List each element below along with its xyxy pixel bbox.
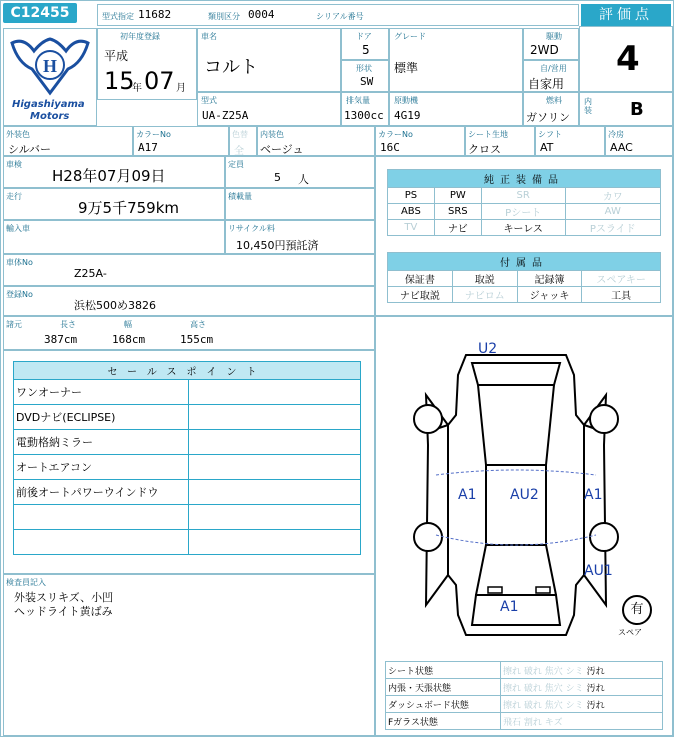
accessory-item: 保証書 (388, 271, 453, 287)
mileage-box (3, 188, 225, 220)
exterior-color-label: 外装色 (6, 130, 30, 139)
damage-left-label: A1 (458, 487, 477, 503)
condition-option: 擦れ (503, 683, 522, 694)
serial-label: シリアル番号 (316, 12, 364, 21)
shift-box (535, 126, 605, 156)
condition-option: 焦穴 (544, 666, 563, 677)
interior-color-box (257, 126, 375, 156)
engine-value: 4G19 (394, 109, 421, 122)
registration-value: 浜松500め3826 (74, 299, 156, 312)
ac-box (605, 126, 673, 156)
model-label: 型式 (201, 96, 217, 105)
grade-value: 標準 (394, 61, 419, 75)
logo-line2: Motors (30, 111, 70, 122)
equip-item: ナビ (434, 220, 481, 236)
ac-value: AAC (610, 141, 633, 154)
color-no-value: A17 (138, 141, 158, 154)
interior-color-label: 内装色 (260, 130, 284, 139)
accessory-item: 記録簿 (517, 271, 582, 287)
accessory-item: ナビ取説 (388, 287, 453, 303)
condition-label: シート状態 (386, 662, 501, 679)
condition-option: キズ (544, 717, 563, 728)
sales-point-blank (189, 380, 361, 405)
inspection-label: 車検 (6, 160, 22, 169)
ac-label: 冷房 (608, 130, 624, 139)
inspection-value: H28年07月09日 (52, 167, 166, 185)
load-box (225, 188, 375, 220)
seat-material-value: クロス (468, 143, 501, 156)
first-reg-year: 15 (104, 67, 135, 95)
standard-equipment-table (387, 169, 661, 236)
grade-box (389, 28, 523, 92)
inspector-notes-line2: ヘッドライト黄ばみ (14, 605, 113, 618)
sales-point-item: 電動格納ミラー (14, 430, 189, 455)
equip-item: AW (565, 204, 660, 220)
damage-rear-label: A1 (500, 599, 519, 615)
sales-point-blank (189, 480, 361, 505)
chassis-label: 車体No (6, 258, 33, 267)
accessory-item: 工具 (582, 287, 661, 303)
import-label: 輸入車 (6, 224, 30, 233)
category-label: 類別区分 (208, 12, 240, 21)
interior-color-no-value: 16C (380, 141, 400, 154)
color-change-box (229, 126, 257, 156)
inspection-box (3, 156, 225, 188)
color-change-value: 全 (234, 146, 244, 157)
condition-option: 割れ (523, 717, 542, 728)
damage-front-label: U2 (478, 341, 498, 357)
type-designation-label: 型式指定 (102, 12, 134, 21)
first-reg-era: 平成 (104, 49, 129, 63)
doors-label: ドア (356, 32, 372, 41)
engine-label: 原動機 (394, 96, 418, 105)
header-row (97, 4, 579, 26)
sales-point-item (14, 505, 189, 530)
equip-item: SR (481, 188, 565, 204)
equip-item: キーレス (481, 220, 565, 236)
recycle-value: 10,450円預託済 (236, 239, 319, 252)
exterior-color-box (3, 126, 133, 156)
equip-item: ABS (388, 204, 435, 220)
condition-option: 汚れ (586, 683, 605, 694)
height-label: 高さ (190, 320, 206, 329)
equip-item: カワ (565, 188, 660, 204)
shape-label: 形状 (356, 64, 372, 73)
interior-grade-label: 内装 (584, 97, 592, 115)
equip-item: Pシート (481, 204, 565, 220)
inspector-notes-line1: 外装スリキズ、小凹 (14, 591, 114, 604)
recycle-label: リサイクル料 (228, 224, 275, 233)
import-box (3, 220, 225, 254)
displacement-value: 1300cc (344, 109, 384, 122)
equip-item: Pスライド (565, 220, 660, 236)
recycle-box (225, 220, 375, 254)
accessory-item: スペアキー (582, 271, 661, 287)
interior-color-value: ベージュ (260, 143, 304, 156)
doors-box (341, 28, 389, 60)
interior-grade-box (579, 92, 673, 126)
accessory-item: ナビロム (452, 287, 517, 303)
condition-option: 破れ (523, 700, 542, 711)
fuel-box (523, 92, 579, 126)
condition-label: 内張・天張状態 (386, 679, 501, 696)
condition-label: Fガラス状態 (386, 713, 501, 730)
grade-label: グレード (394, 32, 426, 41)
damage-center-label: AU2 (510, 487, 539, 503)
registration-box (3, 286, 375, 316)
fuel-value: ガソリン (526, 111, 570, 124)
accessories-title: 付属品 (388, 253, 661, 271)
exterior-color-value: シルバー (8, 143, 51, 156)
use-label: 自/営用 (540, 64, 567, 73)
capacity-value: 5 (274, 171, 281, 184)
condition-option: 破れ (523, 683, 542, 694)
mileage-label: 走行 (6, 192, 22, 201)
capacity-box (225, 156, 375, 188)
sales-point-blank (189, 505, 361, 530)
interior-color-no-label: カラーNo (378, 130, 413, 139)
dimensions-label: 諸元 (6, 320, 22, 329)
sales-point-item: DVDナビ(ECLIPSE) (14, 405, 189, 430)
length-label: 長さ (60, 320, 76, 329)
color-no-box (133, 126, 229, 156)
condition-option: 擦れ (503, 666, 522, 677)
condition-option: 焦穴 (544, 683, 563, 694)
color-no-label: カラーNo (136, 130, 171, 139)
width-label: 幅 (124, 320, 132, 329)
shape-box (341, 60, 389, 92)
model-box (197, 92, 341, 126)
condition-table (385, 661, 663, 730)
registration-label: 登録No (6, 290, 33, 299)
condition-option: 焦穴 (544, 700, 563, 711)
drive-box (523, 28, 579, 60)
accessories-table (387, 252, 661, 303)
dimensions-box (3, 316, 375, 350)
first-reg-year-unit: 年 (132, 83, 142, 94)
score-box (579, 26, 673, 92)
equip-item: TV (388, 220, 435, 236)
first-reg-label: 初年度登録 (120, 32, 160, 41)
sales-points-title: セールスポイント (14, 362, 361, 380)
displacement-box (341, 92, 389, 126)
condition-option: 破れ (523, 666, 542, 677)
accessory-item: 取説 (452, 271, 517, 287)
length-value: 387cm (44, 333, 78, 346)
condition-option: 汚れ (586, 666, 605, 677)
accessory-item: ジャッキ (517, 287, 582, 303)
wheel-icon (414, 523, 442, 551)
model-value: UA-Z25A (202, 109, 249, 122)
logo-box (3, 28, 97, 126)
car-name-box (197, 28, 341, 92)
sales-point-blank (189, 530, 361, 555)
fuel-label: 燃料 (546, 96, 562, 105)
condition-option: シミ (565, 683, 584, 694)
spare-tire-icon: 有 (622, 595, 652, 625)
damage-rear-right-label: AU1 (584, 563, 613, 579)
capacity-label: 定員 (228, 160, 244, 169)
sales-point-item: ワンオーナー (14, 380, 189, 405)
condition-option: 飛石 (503, 717, 522, 728)
shift-value: AT (540, 141, 554, 154)
capacity-unit: 人 (298, 173, 309, 186)
damage-right-label: A1 (584, 487, 603, 503)
standard-equipment-title: 純正装備品 (388, 170, 661, 188)
use-value: 自家用 (528, 77, 565, 91)
condition-label: ダッシュボード状態 (386, 696, 501, 713)
wheel-icon (590, 523, 618, 551)
interior-color-no-box (375, 126, 465, 156)
sales-point-blank (189, 455, 361, 480)
height-value: 155cm (180, 333, 214, 346)
drive-value: 2WD (530, 43, 559, 57)
chassis-box (3, 254, 375, 286)
first-reg-month: 07 (144, 67, 175, 95)
doors-value: 5 (362, 43, 370, 57)
shape-value: SW (360, 75, 374, 88)
use-box (523, 60, 579, 92)
inspector-notes-box (3, 574, 375, 736)
sales-point-blank (189, 405, 361, 430)
first-reg-month-unit: 月 (176, 83, 186, 94)
color-change-label: 色替 (232, 130, 248, 139)
category-value: 0004 (248, 8, 275, 21)
condition-option: シミ (565, 700, 584, 711)
sales-point-item: 前後オートパワーウインドウ (14, 480, 189, 505)
sales-point-item (14, 530, 189, 555)
type-designation-value: 11682 (138, 8, 172, 21)
spare-caption: スペア (618, 628, 642, 637)
interior-grade-value: B (630, 99, 644, 120)
equip-item: PS (388, 188, 435, 204)
engine-box (389, 92, 523, 126)
first-registration-box (97, 28, 197, 100)
car-name-label: 車名 (201, 32, 217, 41)
svg-text:H: H (42, 56, 58, 76)
width-value: 168cm (112, 333, 146, 346)
sales-point-item: オートエアコン (14, 455, 189, 480)
logo-emblem-icon (4, 33, 96, 103)
load-label: 積載量 (228, 192, 252, 201)
logo-line1: Higashiyama (12, 99, 85, 110)
shift-label: シフト (538, 130, 562, 139)
equip-item: SRS (434, 204, 481, 220)
inspector-notes-label: 検査員記入 (6, 578, 46, 587)
score-value: 4 (616, 39, 640, 79)
wheel-icon (414, 405, 442, 433)
wheel-icon (590, 405, 618, 433)
condition-option: 汚れ (586, 700, 605, 711)
chassis-value: Z25A- (74, 267, 107, 280)
condition-option: シミ (565, 666, 584, 677)
seat-material-label: シート生地 (468, 130, 508, 139)
mileage-value: 9万5千759km (78, 199, 180, 217)
car-name-value: コルト (204, 57, 258, 78)
equip-item: PW (434, 188, 481, 204)
score-header: 評価点 (581, 4, 671, 26)
sales-point-blank (189, 430, 361, 455)
displacement-label: 排気量 (346, 96, 370, 105)
seat-material-box (465, 126, 535, 156)
condition-option: 擦れ (503, 700, 522, 711)
sheet-id: C12455 (3, 3, 77, 23)
drive-label: 駆動 (546, 32, 562, 41)
sales-points-table (13, 361, 361, 555)
